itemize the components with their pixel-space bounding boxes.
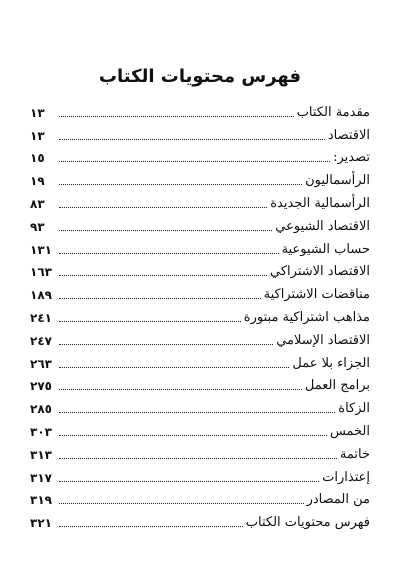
toc-page-number: ١٣ [30, 105, 45, 120]
toc-page-number: ٢٧٥ [30, 379, 52, 394]
toc-entry-title: فهرس محتويات الكتاب [245, 515, 370, 531]
toc-page-number: ٩٣ [30, 219, 45, 234]
toc-entry-title: مناقضات الاشتراكية [263, 287, 370, 303]
toc-page-number: ٢٤٧ [30, 333, 52, 348]
toc-row [30, 440, 370, 463]
toc-page-number: ٣٠٣ [30, 424, 52, 439]
toc-entry-title: الخمس [329, 423, 370, 439]
toc-row [30, 417, 370, 440]
toc-row [30, 98, 370, 121]
toc-entry-title: حساب الشيوعية [281, 241, 370, 257]
dot-leader [59, 161, 330, 162]
toc-row [30, 349, 370, 372]
toc-entry-title: الرأسماليون [305, 173, 370, 189]
toc-page-number: ١٣ [30, 128, 45, 143]
table-of-contents [30, 98, 370, 531]
toc-page-number: ١٥ [30, 151, 45, 166]
toc-entry-title: الاقتصاد الإسلامي [276, 332, 370, 348]
toc-page-number: ١٦٣ [30, 265, 52, 280]
dot-leader [59, 367, 289, 368]
toc-row [30, 463, 370, 486]
toc-row [30, 144, 370, 167]
dot-leader [59, 412, 335, 413]
dot-leader [59, 526, 243, 527]
dot-leader [59, 298, 261, 299]
toc-row [30, 189, 370, 212]
toc-row [30, 508, 370, 531]
dot-leader [59, 503, 304, 504]
toc-page-number: ١٩ [30, 174, 45, 189]
toc-row [30, 372, 370, 395]
toc-row [30, 166, 370, 189]
toc-row [30, 121, 370, 144]
toc-row [30, 326, 370, 349]
dot-leader [59, 321, 241, 322]
dot-leader [59, 230, 272, 231]
dot-leader [59, 139, 325, 140]
toc-page-number: ٨٣ [30, 196, 45, 211]
dot-leader [59, 207, 267, 208]
toc-row [30, 212, 370, 235]
toc-entry-title: الجزاء بلا عمل [292, 355, 370, 371]
page-title: فهرس محتويات الكتاب [98, 66, 302, 87]
toc-page-number: ٢٨٥ [30, 402, 52, 417]
toc-row [30, 303, 370, 326]
toc-row [30, 235, 370, 258]
dot-leader [59, 481, 319, 482]
toc-entry-title: الرأسمالية الجديدة [270, 195, 370, 211]
toc-page-number: ٣١٣ [30, 447, 52, 462]
dot-leader [59, 253, 279, 254]
toc-page-number: ١٨٩ [30, 288, 52, 303]
toc-row [30, 486, 370, 509]
toc-entry-title: الاقتصاد الاشتراكي [270, 264, 370, 280]
toc-entry-title: إعتذارات [322, 469, 370, 485]
toc-entry-title: خاتمة [339, 446, 370, 462]
toc-entry-title: الاقتصاد الشيوعي [275, 218, 370, 234]
dot-leader [59, 344, 273, 345]
toc-page-number: ٣١٧ [30, 470, 52, 485]
toc-entry-title: الزكاة [338, 401, 370, 417]
toc-entry-title: برامج العمل [304, 378, 370, 394]
toc-page-number: ٣٢١ [30, 516, 52, 531]
toc-entry-title: مقدمة الكتاب [296, 104, 370, 120]
toc-entry-title: من المصادر [306, 492, 370, 508]
toc-page-number: ٣١٩ [30, 493, 52, 508]
dot-leader [59, 184, 302, 185]
toc-row [30, 280, 370, 303]
toc-page-number: ٢٦٣ [30, 356, 52, 371]
toc-entry-title: تصدير: [333, 150, 370, 166]
toc-page-number: ١٣١ [30, 242, 52, 257]
dot-leader [59, 116, 294, 117]
dot-leader [59, 435, 327, 436]
dot-leader [59, 458, 337, 459]
toc-entry-title: الاقتصاد [327, 127, 370, 143]
toc-page-number: ٢٤١ [30, 310, 52, 325]
dot-leader [59, 275, 267, 276]
toc-entry-title: مذاهب اشتراكية مبتورة [243, 309, 370, 325]
dot-leader [59, 389, 302, 390]
toc-row [30, 394, 370, 417]
toc-row [30, 258, 370, 281]
